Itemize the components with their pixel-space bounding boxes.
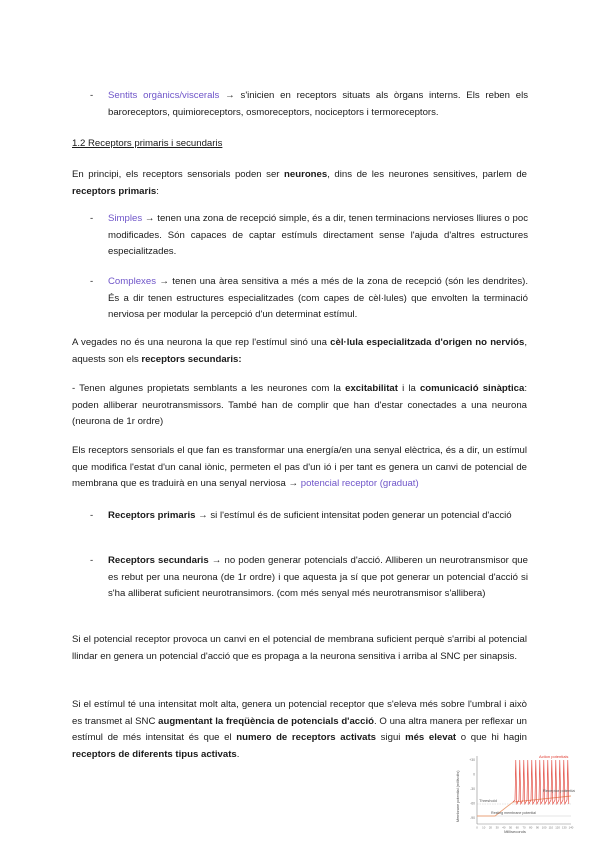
y-tick-label: -90 — [470, 815, 475, 820]
paragraph-transformacio: Els receptors sensorials el que fan es transformar una energía/en una senyal elèctrica, és a dir, un estímul que modifica l'estat d'un canal iònic, permeten el pas d'un ió i per tant es genera un canvi de potencial de membrana que es traduirà en una senyal nerviosa → potencial receptor (graduat) — [72, 445, 527, 489]
paragraph-receptors-primaris: En principi, els receptors sensorials poden ser neurones, dins de les neurones sensitives, parlem de receptors primaris: — [72, 169, 527, 197]
y-tick-label: -60 — [470, 801, 475, 806]
x-tick-label: 110 — [548, 825, 554, 830]
receptors-primaris-item — [108, 508, 528, 525]
receptors-secundaris-text: no poden generar potencials d'acció. Alliberen un neurotransmisor que es rebut per una neurona (de 1r ordre) i que aquesta ja sí que pot generar un potencial d'acció si s'ha alliberat suficient neurotransimors. (com més senyal més neurotransmisor s'allibera) — [108, 555, 528, 599]
x-tick-label: 40 — [502, 825, 506, 830]
receptor-potential-figure — [455, 752, 575, 834]
x-tick-label: 50 — [509, 825, 513, 830]
x-tick-label: 0 — [476, 825, 478, 830]
y-tick-label: 0 — [473, 772, 475, 777]
arrow-icon: → — [288, 478, 299, 489]
potencial-receptor-term: potencial receptor (graduat) — [300, 478, 419, 489]
complexes-text: tenen una àrea sensitiva a més a més de la zona de recepció (són les dendrites). És a dir tenen estructures especialitzades (com capes de cèl·lules) que envolten la terminació nerviosa per modular la percepció d'un determinat estímul. — [108, 276, 528, 320]
simples-item — [108, 211, 528, 261]
y-axis-label: Membrane potential (millivolts) — [456, 770, 460, 822]
bullet-dash: - — [90, 213, 94, 224]
label-action-potentials: Action potentials — [539, 754, 569, 759]
paragraph-receptors-secundaris: A vegades no és una neurona la que rep l'estímul sinó una cèl·lula especialitzada d'origen no nerviós, aquests son els receptors secundaris: — [72, 337, 527, 365]
action-potential-spikes — [513, 760, 569, 804]
arrow-icon: → — [159, 276, 169, 287]
viscerals-term: Sentits orgànics/viscerals — [108, 90, 220, 101]
spikes — [513, 760, 569, 804]
viscerals-text: s'inicien en receptors situats als òrgans interns. Els reben els baroreceptors, quimioreceptors, osmoreceptors, nociceptors i termoreceptors. — [108, 90, 528, 118]
label-threshold: Threshold — [479, 798, 497, 803]
x-tick-label: 140 — [568, 825, 574, 830]
paragraph-propietats: - Tenen algunes propietats semblants a les neurones com la excitabilitat i la comunicació sinàptica: poden alliberar neurotransmissors. També han de complir que han d'estar conectades a una neurona (neurona de 1r ordre) — [72, 383, 527, 427]
arrow-icon: → — [225, 90, 235, 101]
x-tick-label: 100 — [541, 825, 547, 830]
action-potential-graph — [455, 752, 575, 834]
receptors-secundaris-term: Receptors secundaris — [108, 555, 209, 566]
bullet-dash: - — [90, 510, 94, 521]
arrow-icon: → — [198, 510, 208, 521]
bullet-dash: - — [90, 555, 94, 566]
label-receptor-potential: Receptor potential — [543, 788, 575, 793]
section-heading: 1.2 Receptors primaris i secundaris — [72, 138, 223, 149]
receptors-primaris-text: si l'estímul és de suficient intensitat poden generar un potencial d'acció — [207, 510, 512, 521]
paragraph-potencial-llindar: Si el potencial receptor provoca un canvi en el potencial de membrana suficient perquè s'arribi al potencial llindar en genera un potencial d'acció que es propaga a la neurona sensitiva i arriba al SNC per sinapsis. — [72, 634, 527, 662]
x-tick-label: 130 — [561, 825, 567, 830]
x-tick-label: 70 — [522, 825, 526, 830]
x-tick-label: 80 — [529, 825, 533, 830]
bullet-dash: - — [90, 276, 94, 287]
simples-text: tenen una zona de recepció simple, és a dir, tenen terminacions nervioses lliures o poc modificades. Són capaces de captar estímuls directament sense l'ajuda d'altres estructures especialitzades. — [108, 213, 529, 257]
x-axis-label: Milliseconds — [504, 829, 526, 834]
bullet-dash: - — [90, 90, 94, 101]
label-resting: Resting membrane potential — [491, 811, 536, 815]
arrow-icon: → — [144, 213, 155, 224]
x-tick-label: 60 — [515, 825, 519, 830]
x-tick-label: 30 — [495, 825, 499, 830]
complexes-item — [108, 274, 528, 324]
paragraph-intensitat: Si el estímul té una intensitat molt alta, genera un potencial receptor que s'eleva més sobre l'umbral i això es transmet al SNC augmentant la freqüència de potencials d'acció. O una altra manera per reflexar un estímul de més intensitat és que el numero de receptors activats sigui més elevat o que hi hagin receptors de diferents tipus activats. — [72, 699, 527, 760]
x-tick-label: 120 — [555, 825, 560, 830]
y-tick-label: -30 — [470, 787, 475, 791]
simples-term: Simples — [108, 213, 143, 224]
y-tick-label: +30 — [469, 758, 475, 763]
receptors-primaris-term: Receptors primaris — [108, 510, 196, 521]
receptors-secundaris-item — [108, 553, 528, 603]
x-tick-label: 10 — [482, 825, 486, 830]
arrow-icon: → — [211, 555, 222, 566]
complexes-term: Complexes — [108, 276, 156, 287]
viscerals-item — [108, 88, 528, 121]
y-ticks — [469, 758, 475, 820]
x-tick-label: 90 — [535, 825, 539, 830]
x-tick-label: 20 — [488, 825, 492, 830]
